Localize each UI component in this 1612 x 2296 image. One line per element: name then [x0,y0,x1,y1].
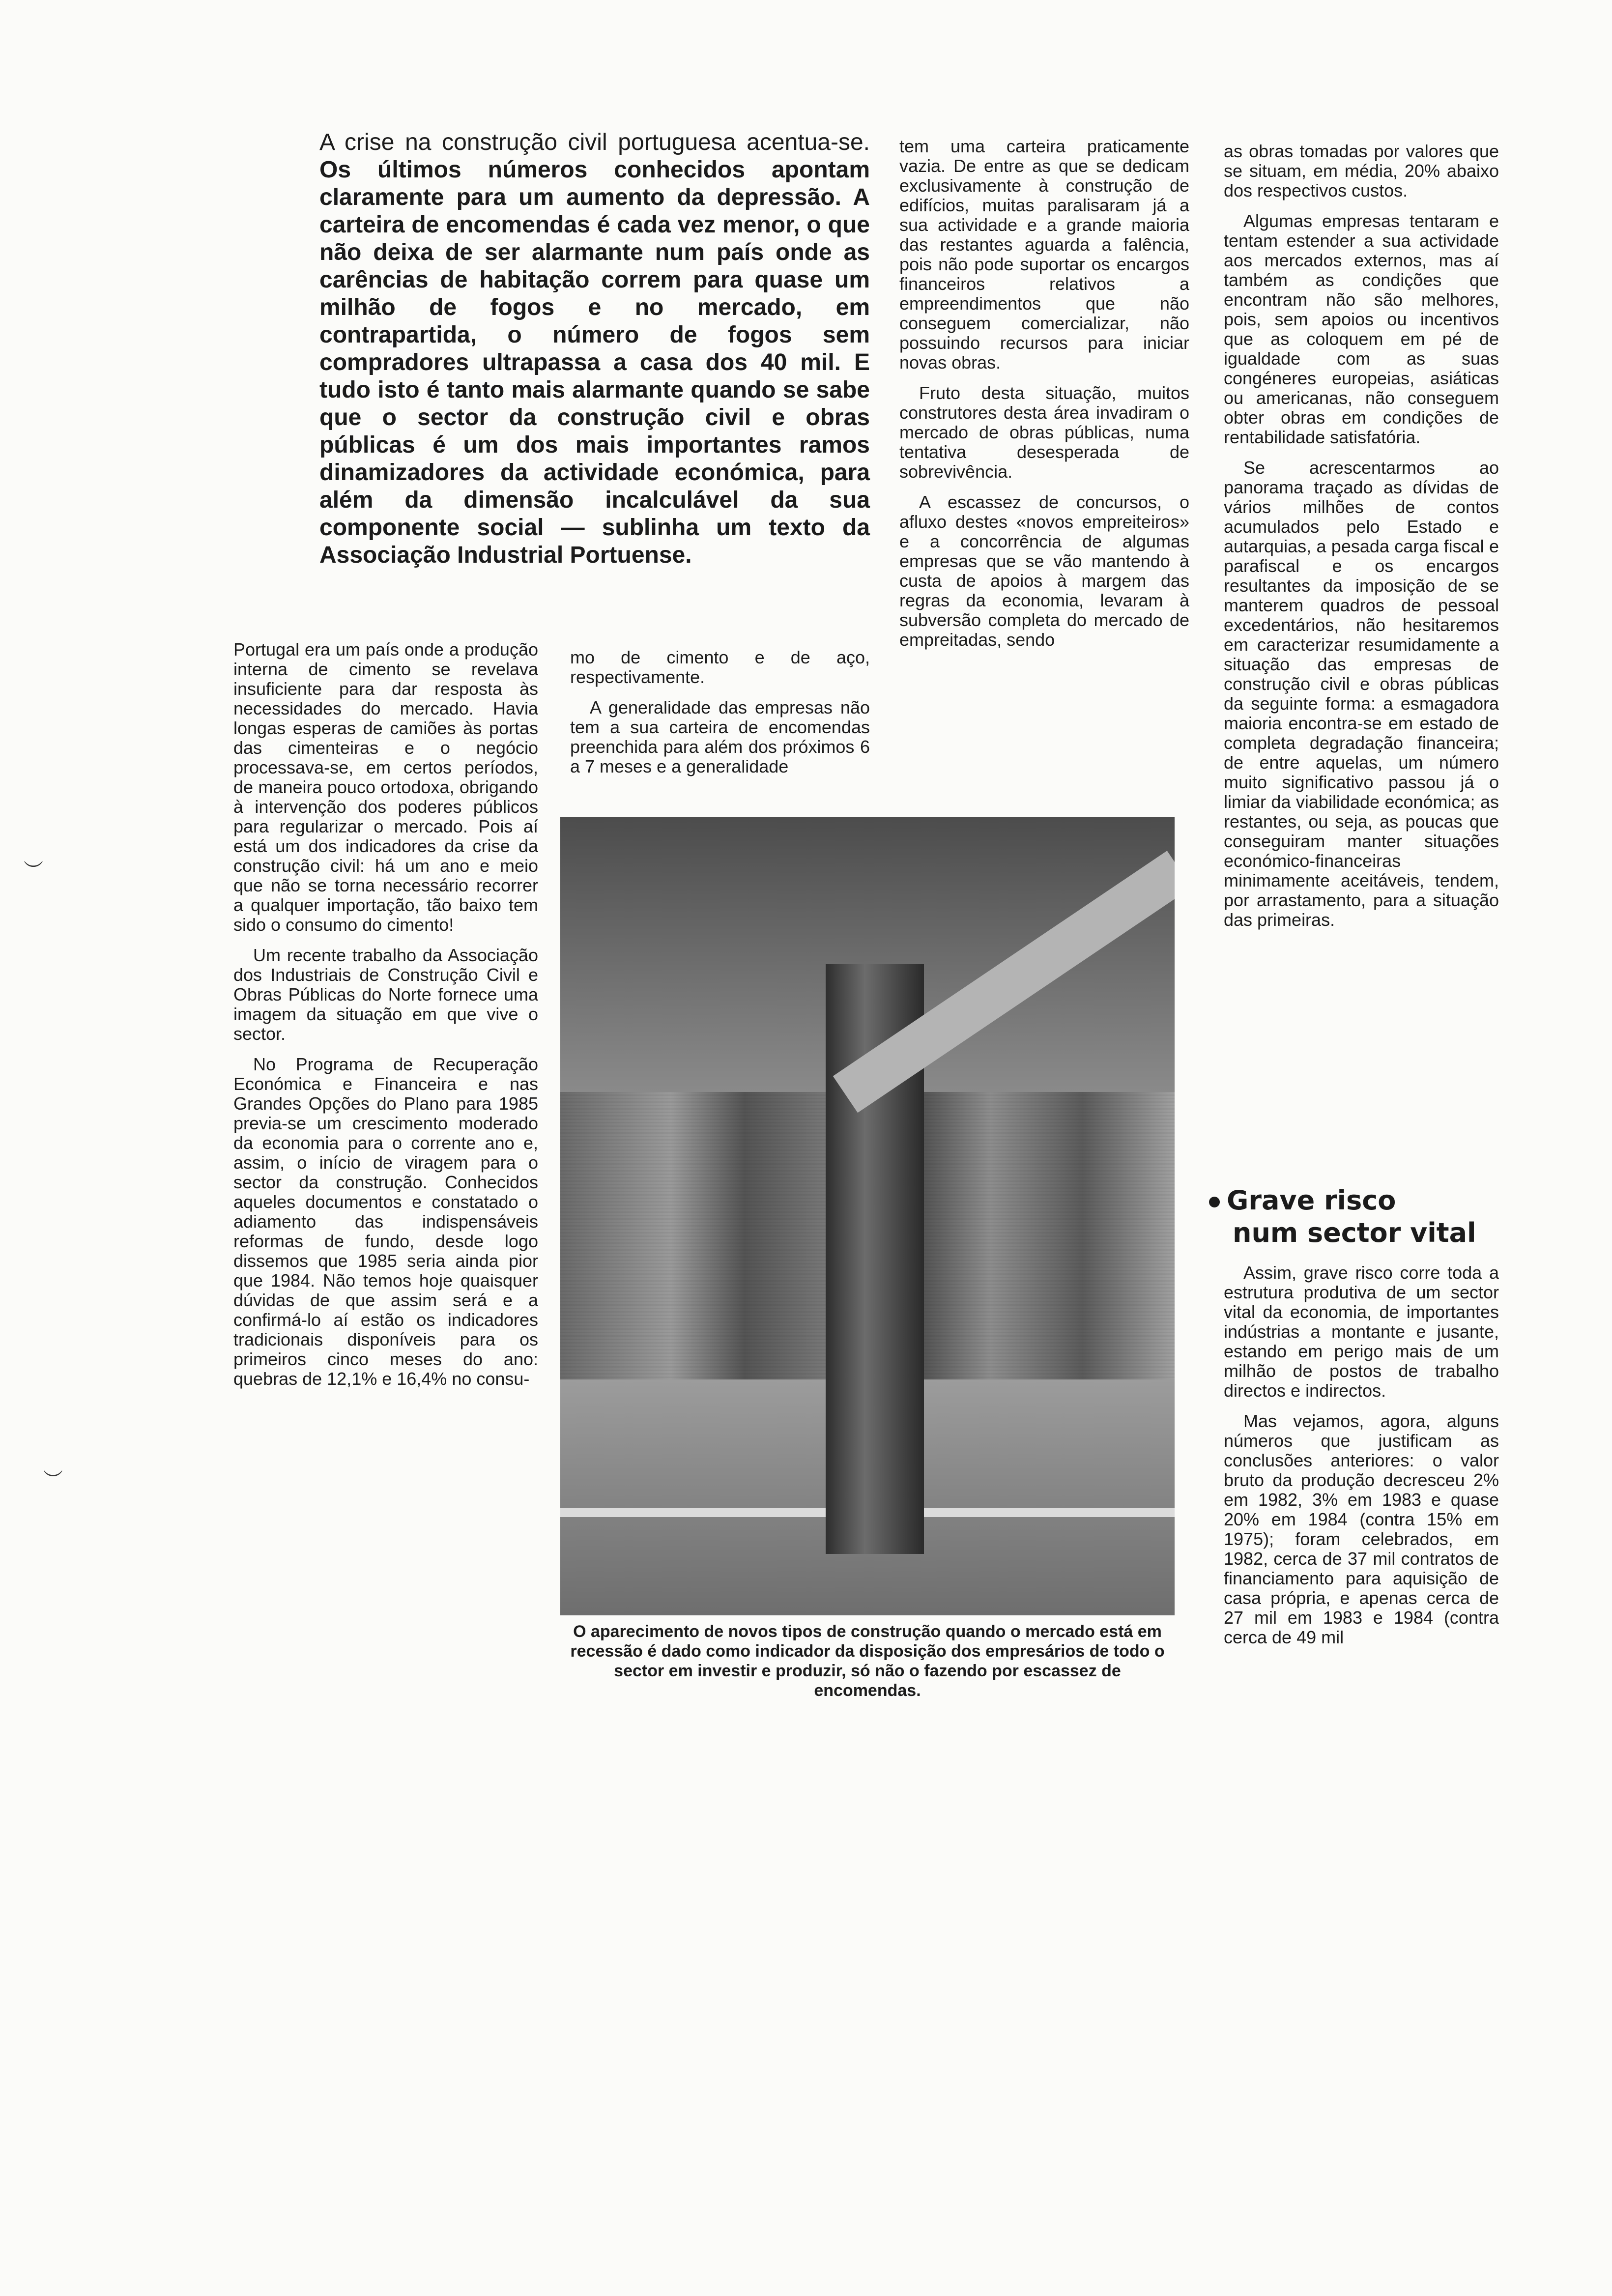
scan-mark-icon: ︶ [24,860,43,882]
photo-caption: O aparecimento de novos tipos de construção quando o mercado está em recessão é dado como indicador da disposição dos empresários de todo o sector em investir e produzir, só não o fazendo por escassez de encomendas. [570,1622,1165,1700]
col4-paragraph-3: Se acrescentarmos ao panorama traçado as dívidas de vários milhões de contos acumulados pelo Estado e autarquias, a pesada carga fiscal e parafiscal e os encargos resultantes da imposição de se manterem quadros de pessoal excedentários, não hesitaremos em caracterizar resumidamente a situação das empresas de construção civil e obras públicas da seguinte forma: a esmagadora maioria encontra-se em estado de completa degradação financeira; de entre aquelas, um número muito significativo passou já o limiar da viabilidade económica; as restantes, ou seja, as poucas que conseguiram manter situações económico-financeiras minimamente aceitáveis, tendem, por arrastamento, para a situação das primeiras. [1224,458,1499,930]
scan-mark-icon: ︶ [43,1469,63,1492]
col4b-paragraph-1: Assim, grave risco corre toda a estrutura produtiva de um sector vital da economia, de importantes indústrias a montante e jusante, estando em perigo mais de um milhão de postos de trabalho directos e indirectos. [1224,1263,1499,1401]
article-lead [319,129,870,569]
col1-paragraph-1: Portugal era um país onde a produção interna de cimento se revelava insuficiente para dar resposta às necessidades do mercado. Havia longas esperas de camiões às portas das cimenteiras e o negócio processava-se, em certos períodos, de maneira pouco ortodoxa, obrigando à intervenção dos poderes públicos para regularizar o mercado. Pois aí está um dos indicadores da crise da construção civil: há um ano e meio que não se torna necessário recorrer a qualquer importação, tão baixo tem sido o consumo do cimento! [233,639,538,935]
column-2 [570,648,870,787]
article-photo [560,817,1175,1615]
col3-paragraph-2: Fruto desta situação, muitos construtores desta área invadiram o mercado de obras públicas, numa tentativa desesperada de sobrevivência. [899,383,1189,482]
col4-paragraph-2: Algumas empresas tentaram e tentam estender a sua actividade aos mercados externos, mas aí também as condições que encontram não são melhores, pois, sem apoios ou incentivos que as coloquem em pé de igualdade com as suas congéneres europeias, asiáticas ou americanas, não conseguem obter obras em condições de rentabilidade satisfatória. [1224,211,1499,447]
section-subheading [1209,1184,1504,1249]
col2-paragraph-2: A generalidade das empresas não tem a sua carteira de encomendas preenchida para além dos próximos 6 a 7 meses e a generalidade [570,697,870,776]
col3-paragraph-3: A escassez de concursos, o afluxo destes «novos empreiteiros» e a concorrência de algumas empresas que se vão mantendo à custa de apoios à margem das regras da economia, levaram à subversão completa do mercado de empreitadas, sendo [899,492,1189,650]
column-3 [899,137,1189,660]
column-4 [1224,142,1499,941]
column-1 [233,640,538,1400]
subheading-line-1: Grave risco [1227,1185,1396,1216]
subheading-line-2: num sector vital [1233,1217,1476,1248]
col1-paragraph-3: No Programa de Recuperação Económica e Financeira e nas Grandes Opções do Plano para 1985 previa-se um crescimento moderado da economia para o corrente ano e, assim, o início de viragem para o sector da construção. Conhecidos aqueles documentos e constatado o adiamento das indispensáveis reformas de fundo, desde logo dissemos que 1985 seria ainda pior que 1984. Não temos hoje quaisquer dúvidas de que assim será e a confirmá-lo aí estão os indicadores tradicionais disponíveis para os primeiros cinco meses do ano: quebras de 12,1% e 16,4% no consu- [233,1054,538,1389]
col4b-paragraph-2: Mas vejamos, agora, alguns números que justificam as conclusões anteriores: o valor bruto da produção decresceu 2% em 1982, 3% em 1983 e quase 20% em 1984 (contra 15% em 1975); foram celebrados, em 1982, cerca de 37 mil contratos de financiamento para aquisição de casa própria, e apenas cerca de 27 mil em 1983 e 1984 (contra cerca de 49 mil [1224,1411,1499,1647]
column-4-continued [1224,1263,1499,1658]
col1-paragraph-2: Um recente trabalho da Associação dos Industriais de Construção Civil e Obras Públicas do Norte fornece uma imagem da situação em que vive o sector. [233,945,538,1044]
col2-paragraph-1: mo de cimento e de aço, respectivamente. [570,647,870,687]
col4-paragraph-1: as obras tomadas por valores que se situam, em média, 20% abaixo dos respectivos custos. [1224,141,1499,201]
col3-paragraph-1: tem uma carteira praticamente vazia. De entre as que se dedicam exclusivamente à construção de edifícios, muitas paralisaram já a sua actividade e a grande maioria das restantes aguarda a falência, pois não pode suportar os encargos financeiros relativos a empreendimentos que não conseguem comercializar, não possuindo recursos para iniciar novas obras. [899,136,1189,373]
lead-intro: A crise na construção civil portuguesa acentua-se. [319,129,870,155]
lead-body: Os últimos números conhecidos apontam claramente para um aumento da depressão. A carteira de encomendas é cada vez menor, o que não deixa de ser alarmante num país onde as carências de habitação correm para quase um milhão de fogos e no mercado, em contrapartida, o número de fogos sem compradores ultrapassa a casa dos 40 mil. E tudo isto é tanto mais alarmante quando se sabe que o sector da construção civil e obras públicas é um dos mais importantes ramos dinamizadores da actividade económica, para além da dimensão incalculável da sua componente social — sublinha um texto da Associação Industrial Portuense. [319,157,870,568]
bullet-icon [1209,1197,1220,1207]
